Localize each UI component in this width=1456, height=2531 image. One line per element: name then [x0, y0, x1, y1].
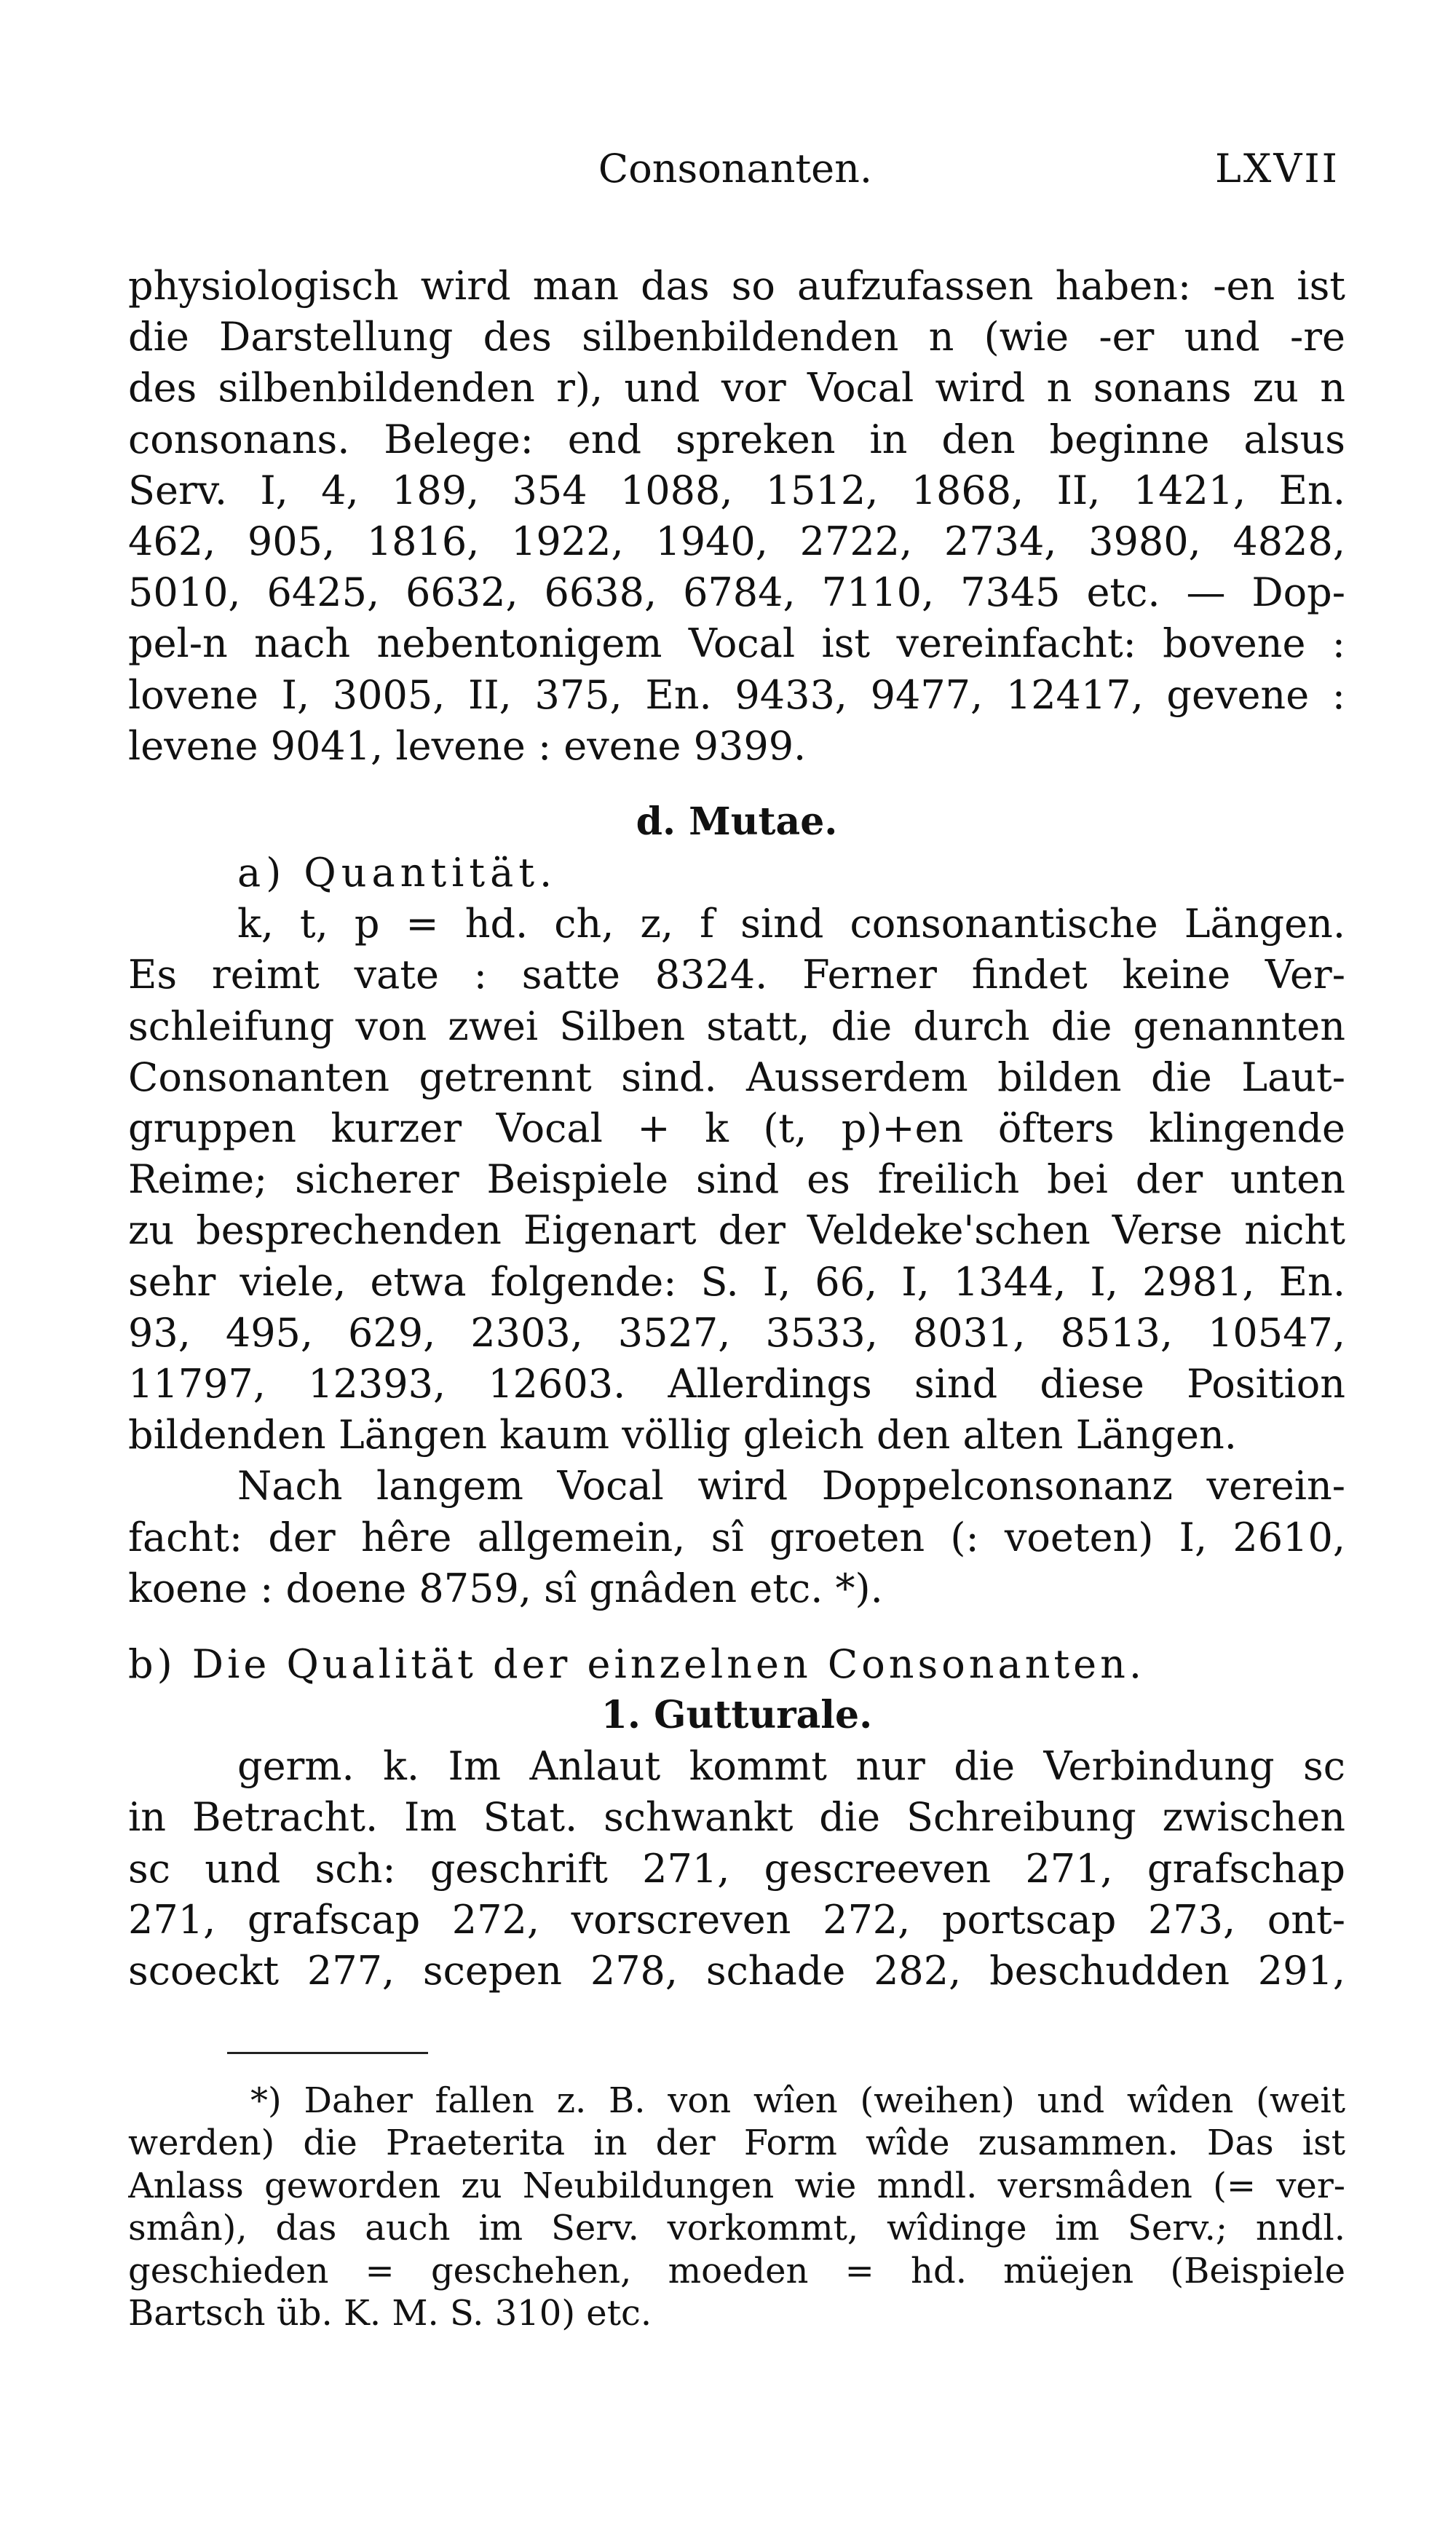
- text-line: die Darstellung des silbenbildenden n (wie -er und -re: [128, 314, 1345, 360]
- text-line: facht: der hêre allgemein, sî groeten (: voeten) I, 2610,: [128, 1514, 1345, 1560]
- paragraph-doppelconsonanz: [128, 1461, 1345, 1614]
- text-line: sehr viele, etwa folgende: S. I, 66, I, 1344, I, 2981, En.: [128, 1258, 1345, 1305]
- page-number: LXVII: [1215, 146, 1340, 191]
- footnote-line: geschieden = geschehen, moeden = hd. müejen (Beispiele: [128, 2250, 1345, 2291]
- paragraph-consonant-lengths: [128, 899, 1345, 1461]
- text-line: zu besprechenden Eigenart der Veldeke'schen Verse nicht: [128, 1207, 1345, 1254]
- text-line: sc und sch: geschrift 271, gescreeven 271, grafschap: [128, 1845, 1345, 1892]
- text-line: physiologisch wird man das so aufzufassen haben: -en ist: [128, 263, 1345, 309]
- text-line: Serv. I, 4, 189, 354 1088, 1512, 1868, II, 1421, En.: [128, 467, 1345, 513]
- text-line: pel-n nach nebentonigem Vocal ist vereinfacht: bovene :: [128, 620, 1345, 667]
- text-line: in Betracht. Im Stat. schwankt die Schreibung zwischen: [128, 1794, 1345, 1841]
- subsection-heading-quantitaet: a) Quantität.: [237, 850, 558, 896]
- text-line: Es reimt vate : satte 8324. Ferner findet keine Ver-: [128, 952, 1345, 998]
- footnote-line: werden) die Praeterita in der Form wîde zusammen. Das ist: [128, 2123, 1345, 2164]
- paragraph-n-doubling: [128, 261, 1345, 772]
- section-heading-gutturale: 1. Gutturale.: [601, 1693, 873, 1738]
- text-line: consonans. Belege: end spreken in den beginne alsus: [128, 416, 1345, 462]
- text-line: germ. k. Im Anlaut kommt nur die Verbindung sc: [237, 1743, 1345, 1790]
- section-heading-mutae: d. Mutae.: [636, 799, 838, 845]
- text-line: 462, 905, 1816, 1922, 1940, 2722, 2734, 3980, 4828,: [128, 518, 1345, 565]
- text-line: 93, 495, 629, 2303, 3527, 3533, 8031, 8513, 10547,: [128, 1309, 1345, 1356]
- text-line: Nach langem Vocal wird Doppelconsonanz verein-: [237, 1463, 1345, 1509]
- running-head: Consonanten.: [598, 146, 873, 191]
- footnote: [128, 2080, 1345, 2334]
- text-line: gruppen kurzer Vocal + k (t, p)+en öfters klingende: [128, 1105, 1345, 1152]
- page-header: [131, 146, 1340, 204]
- text-line: lovene I, 3005, II, 375, En. 9433, 9477, 12417, gevene :: [128, 671, 1345, 718]
- footnote-line: *) Daher fallen z. B. von wîen (weihen) und wîden (weit: [250, 2080, 1345, 2121]
- text-line: k, t, p = hd. ch, z, f sind consonantische Längen.: [237, 901, 1345, 947]
- text-line: koene : doene 8759, sî gnâden etc. *).: [128, 1565, 883, 1611]
- body-text: [128, 261, 1345, 1997]
- text-line: Consonanten getrennt sind. Ausserdem bilden die Laut-: [128, 1054, 1345, 1100]
- text-line: 271, grafscap 272, vorscreven 272, portscap 273, ont-: [128, 1896, 1345, 1943]
- subsection-heading-qualitaet: b) Die Qualität der einzelnen Consonanten.: [128, 1641, 1146, 1688]
- text-line: des silbenbildenden r), und vor Vocal wird n sonans zu n: [128, 365, 1345, 411]
- paragraph-germ-k: [128, 1741, 1345, 1997]
- text-line: Reime; sicherer Beispiele sind es freilich bei der unten: [128, 1156, 1345, 1203]
- text-line: 5010, 6425, 6632, 6638, 6784, 7110, 7345 etc. — Dop-: [128, 569, 1345, 616]
- text-line: scoeckt 277, scepen 278, schade 282, beschudden 291,: [128, 1948, 1345, 1994]
- footnote-line: Bartsch üb. K. M. S. 310) etc.: [128, 2293, 652, 2334]
- text-line: schleifung von zwei Silben statt, die durch die genannten: [128, 1003, 1345, 1049]
- footnote-divider: [227, 2052, 428, 2054]
- text-line: bildenden Längen kaum völlig gleich den alten Längen.: [128, 1412, 1237, 1458]
- text-line: levene 9041, levene : evene 9399.: [128, 722, 807, 769]
- footnote-line: Anlass geworden zu Neubildungen wie mndl. versmâden (= ver-: [128, 2165, 1345, 2206]
- text-line: 11797, 12393, 12603. Allerdings sind diese Position: [128, 1361, 1345, 1407]
- footnote-line: smân), das auch im Serv. vorkommt, wîdinge im Serv.; nndl.: [128, 2208, 1345, 2249]
